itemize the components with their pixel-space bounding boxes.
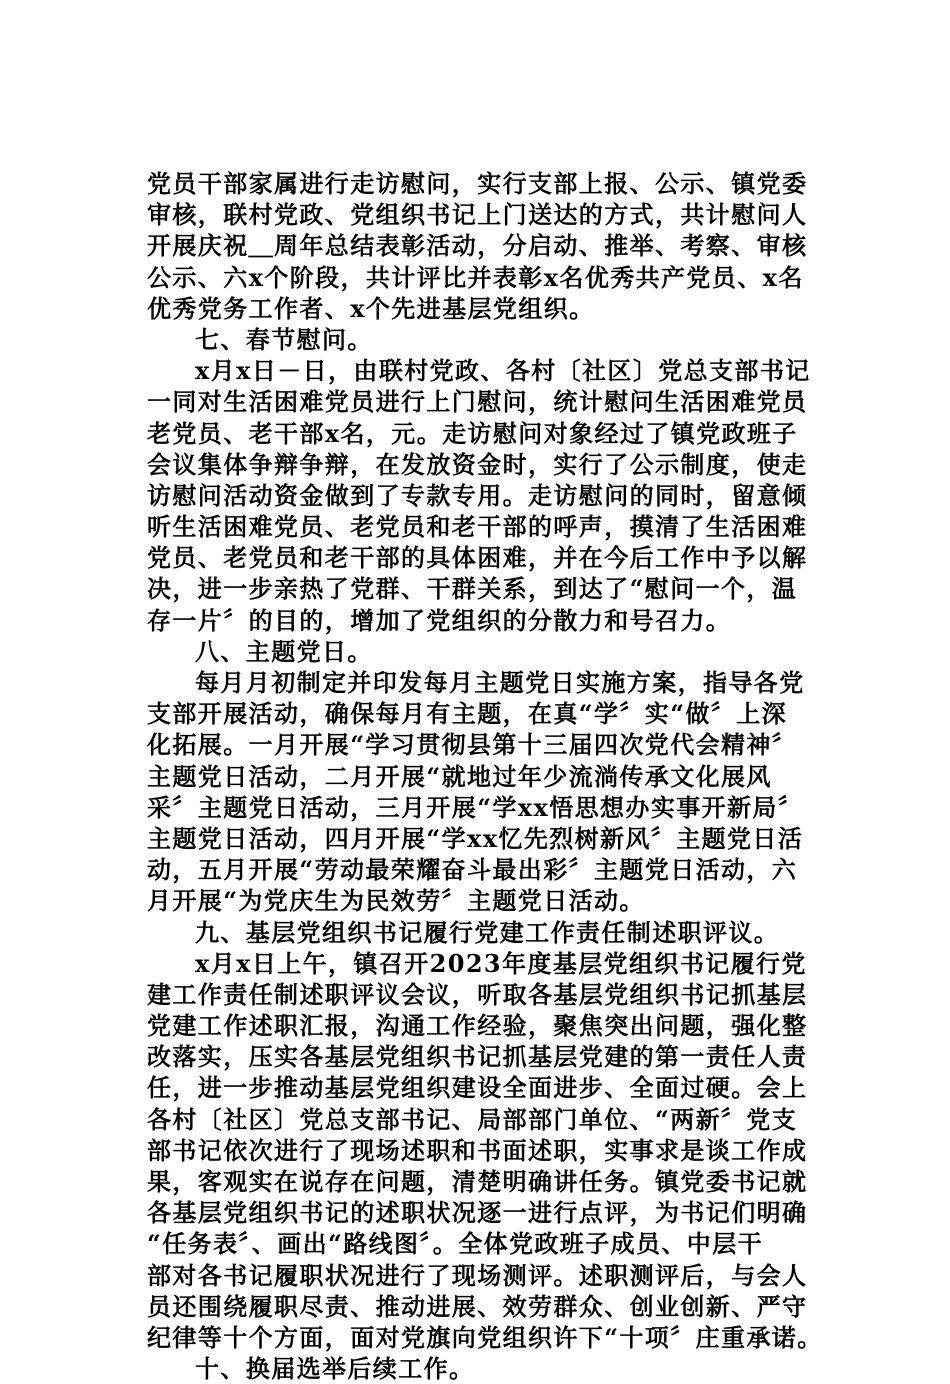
- text-line: 党建工作述职汇报，沟通工作经验，聚焦突出问题，强化整: [147, 1011, 808, 1041]
- text-line: 党员干部家属进行走访慰问，实行支部上报、公示、镇党委: [147, 169, 808, 198]
- text-line: 建工作责任制述职评议会议，听取各基层党组织书记抓基层: [147, 979, 808, 1009]
- text-line: 部书记依次进行了现场述职和书面述职，实事求是谈工作成: [147, 1135, 808, 1165]
- text-line: 主题党日活动，二月开展“就地过年少流淌传承文化展风: [147, 761, 772, 791]
- text-line: 一同对生活困难党员进行上门慰问，统计慰问生活困难党员: [147, 387, 808, 417]
- text-line: 十、换届选举后续工作。: [195, 1354, 475, 1384]
- document-body: [147, 168, 823, 1384]
- text-line: 纪律等十个方面，面对党旗向党组织许下“十项〞庄重承诺。: [147, 1322, 823, 1352]
- text-line: 化拓展。一月开展“学习贯彻县第十三届四次党代会精神〞: [147, 730, 798, 760]
- text-line: 党员、老党员和老干部的具体困难，并在今后工作中予以解: [147, 543, 808, 573]
- text-line: x月x日上午，镇召开2023年度基层党组织书记履行党: [195, 948, 807, 978]
- text-line: 各基层党组织书记的述职状况逐一进行点评，为书记们明确: [147, 1198, 808, 1228]
- text-line: 改落实，压实各基层党组织书记抓基层党建的第一责任人责: [147, 1042, 808, 1072]
- text-line: 部对各书记履职状况进行了现场测评。述职测评后，与会人: [147, 1260, 808, 1290]
- text-line: 访慰问活动资金做到了专款专用。走访慰问的同时，留意倾: [147, 480, 808, 510]
- text-line: 每月月初制定并印发每月主题党日实施方案，指导各党: [195, 668, 805, 697]
- text-line: 决，进一步亲热了党群、干群关系，到达了“慰问一个，温: [147, 574, 798, 604]
- text-line: 动，五月开展“劳动最荣耀奋斗最出彩〞主题党日活动，六: [147, 855, 798, 885]
- text-line: 主题党日活动，四月开展“学xx忆先烈树新风〞主题党日活: [147, 823, 804, 853]
- text-line: 老党员、老干部x名，元。走访慰问对象经过了镇党政班子: [147, 418, 798, 448]
- text-line: 听生活困难党员、老党员和老干部的呼声，摸清了生活困难: [147, 512, 808, 542]
- text-line: x月x日－日，由联村党政、各村〔社区〕党总支部书记: [195, 356, 811, 386]
- text-line: 员还围绕履职尽责、推动进展、效劳群众、创业创新、严守: [147, 1291, 808, 1321]
- text-line: 开展庆祝＿周年总结表彰活动，分启动、推举、考察、审核: [147, 231, 808, 261]
- text-line: 果，客观实在说存在问题，清楚明确讲任务。镇党委书记就: [147, 1167, 808, 1196]
- text-line: 月开展“为党庆生为民效劳〞主题党日活动。: [147, 886, 645, 916]
- text-line: 会议集体争辩争辩，在发放资金时，实行了公示制度，使走: [147, 449, 808, 479]
- text-line: 公示、六x个阶段，共计评比并表彰x名优秀共产党员、x名: [147, 262, 804, 292]
- text-line: 八、主题党日。: [195, 636, 373, 666]
- text-line: 存一片〞的目的，增加了党组织的分散力和号召力。: [147, 605, 732, 635]
- text-line: 七、春节慰问。: [195, 324, 373, 354]
- text-line: 审核，联村党政、党组织书记上门送达的方式，共计慰问人: [147, 200, 808, 230]
- text-line: “任务表〞、画出“路线图〞。全体党政班子成员、中层干: [147, 1229, 764, 1259]
- text-line: 九、基层党组织书记履行党建工作责任制述职评议。: [195, 917, 780, 947]
- text-line: 优秀党务工作者、x个先进基层党组织。: [147, 293, 595, 323]
- text-line: 支部开展活动，确保每月有主题，在真“学〞实“做〞上深: [147, 699, 788, 729]
- text-line: 采〞主题党日活动，三月开展“学xx悟思想办实事开新局〞: [147, 792, 804, 822]
- text-line: 各村〔社区〕党总支部书记、局部部门单位、“两新〞党支: [147, 1104, 798, 1134]
- text-line: 任，进一步推动基层党组织建设全面进步、全面过硬。会上: [147, 1073, 808, 1103]
